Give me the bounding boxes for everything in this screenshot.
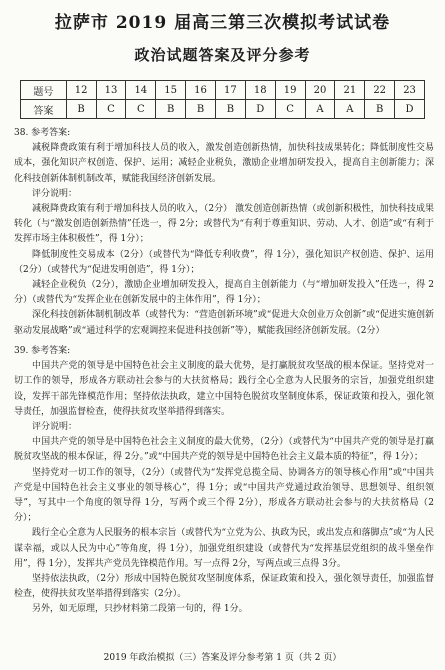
answer-cell: B (186, 100, 216, 119)
q39-heading: 39. 参考答案: (14, 346, 71, 356)
document-subtitle: 政治试题答案及评分参考 (134, 46, 311, 64)
answer-cell: B (156, 100, 186, 119)
q38-score-point-2: 降低制度性交易成本（2分）（或替代为“降低专利收费”，得 1分），强化知识产权创造、保护、运用（2分）（或替代为“促进发明创造”，得 1分）； (14, 249, 434, 275)
answer-row (21, 100, 425, 119)
question-39-section (14, 344, 434, 618)
row-label: 答案 (21, 100, 67, 119)
question-number: 18 (245, 81, 275, 100)
answer-cell: B (215, 100, 245, 119)
answer-cell: D (395, 100, 425, 119)
page-footer: 2019 年政治模拟（三）答案及评分参考第 1 页（共 2 页） (103, 653, 342, 663)
question-number: 23 (395, 81, 425, 100)
q39-score-point-3: 践行全心全意为人民服务的根本宗旨（或替代为“立党为公、执政为民，或出发点和落脚点”或“为人民谋幸福，或以人民为中心”等角度，得 1分），加强党组织建设（或替代为“发挥基层党组织的战斗堡垒作用”，得 1分），发挥共产党员先锋模范作用。写一点得 2分，写两点或三点得 3分。 (14, 528, 434, 569)
q38-score-point-4: 深化科技创新体制机制改革（或替代为：“营造创新环境”或“促进大众创业万众创新”或“促进实施创新驱动发展战略”或“通过科学的宏观调控来促进科技创新”等），赋能我国经济创新发展。（2分） (14, 310, 434, 336)
q38-score-point-1: 减税降费政策有利于增加科技人员的收入，（2分） 激发创造创新热情（或创新积极性，加快科技成果转化（与“激发创造创新热情”任选一，得 2分；或替代为“有利于尊重知识、劳动、人才、创造”或“有利于发挥市场主体积极性”，得 1分）； (14, 204, 434, 245)
q39-score-heading: 评分说明： (32, 422, 78, 433)
question-number: 21 (335, 81, 365, 100)
answer-table (20, 80, 425, 119)
question-number: 12 (66, 81, 96, 100)
q39-score-point-1: 中国共产党的领导是中国特色社会主义制度的最大优势，（2分）（或替代为“中国共产党的领导是打赢脱贫攻坚战的根本保证，得 2分。”或“中国共产党的领导是中国特色社会主义最本质的特征”，得 1分）； (14, 437, 434, 463)
answer-cell: A (335, 100, 365, 119)
question-number: 17 (215, 81, 245, 100)
q38-answer: 减税降费政策有利于增加科技人员的收入，激发创造创新热情，加快科技成果转化；降低制度性交易成本，强化知识产权创造、保护、运用；减轻企业税负，激励企业增加研发投入，提高自主创新能力；深化科技创新体制机制改革，赋能我国经济创新发展。 (14, 143, 434, 184)
answer-cell: C (126, 100, 156, 119)
answer-cell: D (245, 100, 275, 119)
question-number: 14 (126, 81, 156, 100)
q38-score-heading: 评分说明： (32, 188, 78, 199)
answer-cell: A (305, 100, 335, 119)
answer-cell: C (275, 100, 305, 119)
question-number: 22 (365, 81, 395, 100)
q39-score-point-2: 坚持党对一切工作的领导，（2分）（或替代为“发挥党总揽全局、协调各方的领导核心作用”或“中国共产党是中国特色社会主义事业的领导核心”，得 1分；或“中国共产党通过政治领导、思想领导、组织领导”，写其中一个角度的领导得 1分，写两个或三个得 2分），形成各方联动社会参与的大扶贫格局（2分）； (14, 467, 434, 524)
question-number: 19 (275, 81, 305, 100)
row-label: 题号 (21, 81, 67, 100)
answer-cell: C (96, 100, 126, 119)
question-number: 15 (156, 81, 186, 100)
q39-answer: 中国共产党的领导是中国特色社会主义制度的最大优势，是打赢脱贫攻坚战的根本保证。坚持党对一切工作的领导，形成各方联动社会参与的大扶贫格局；践行全心全意为人民服务的宗旨，加强党组织建设，发挥干部先锋模范作用；坚持依法执政，建立中国特色脱贫攻坚制度体系，保证政策和投入，强化领导责任，加强监督检查，使得扶贫攻坚举措得到落实。 (14, 361, 434, 417)
q39-score-point-4: 坚持依法执政，（2分）形成中国特色脱贫攻坚制度体系，保证政策和投入，强化领导责任，加强监督检查，使得扶贫攻坚举措得到落实（2分）。 (14, 574, 434, 600)
question-number: 16 (186, 81, 216, 100)
question-number: 20 (305, 81, 335, 100)
question-number-row (21, 81, 425, 100)
q39-score-point-5: 另外，如无原理，只抄材料第二段第一句的，得 1分。 (32, 604, 248, 615)
answer-cell: B (66, 100, 96, 119)
q38-heading: 38. 参考答案: (14, 128, 71, 138)
document-title: 拉萨市 2019 届高三第三次模拟考试试卷 (54, 13, 391, 33)
answer-cell: B (365, 100, 395, 119)
question-38-section (14, 126, 434, 339)
q38-score-point-3: 减轻企业税负（2分），激励企业增加研发投入，提高自主创新能力（与“增加研发投入”任选一，得 2分）（或替代为“发挥企业在创新发展中的主体作用”，得 1分）； (14, 280, 434, 306)
question-number: 13 (96, 81, 126, 100)
